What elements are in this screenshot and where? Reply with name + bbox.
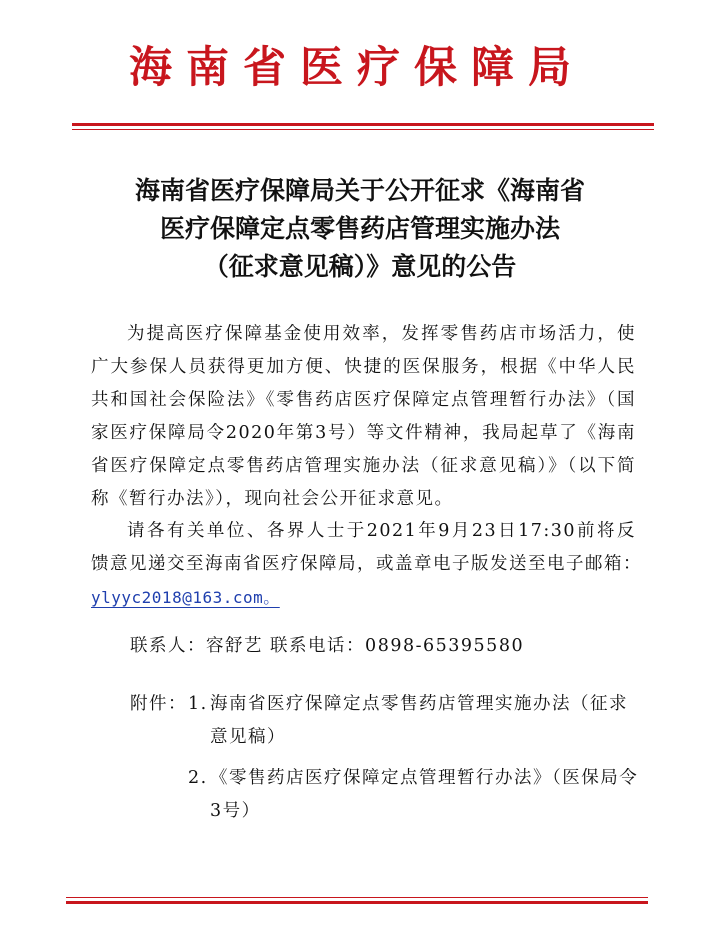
email-link[interactable]: ylyyc2018@163.com。 [91, 588, 280, 607]
body-paragraph-1 [91, 318, 636, 516]
attachments [130, 688, 640, 836]
notice-title [60, 172, 660, 286]
letterhead-org-name: 海南省医疗保障局 [129, 43, 585, 93]
letterhead-rule-thick [72, 123, 654, 126]
paragraph-line: 为提高医疗保障基金使用效率，发挥零售药店市场活力，使 [127, 324, 636, 344]
attachment-title: 海南省医疗保障定点零售药店管理实施办法（征求意见稿） [210, 694, 628, 747]
attachment-number: 2. [188, 768, 208, 788]
notice-title-line: （征求意见稿）》意见的公告 [203, 252, 517, 281]
paragraph-line: 称《暂行办法》），现向社会公开征求意见。 [91, 489, 454, 509]
footer-rule-thick [66, 901, 648, 904]
paragraph-line: 馈意见递交至海南省医疗保障局，或盖章电子版发送至电子邮箱： [91, 554, 642, 574]
attachment-number: 1. [188, 694, 208, 714]
paragraph-line: 共和国社会保险法》《零售药店医疗保障定点管理暂行办法》（国 [91, 390, 636, 410]
body-paragraph-2 [91, 515, 642, 615]
paragraph-line: 省医疗保障定点零售药店管理实施办法（征求意见稿）》（以下简 [91, 456, 636, 476]
paragraph-line: 请各有关单位、各界人士于2021年9月23日17:30前将反 [127, 521, 636, 541]
attachment-item [188, 688, 640, 754]
contact-info: 联系人：容舒艺 联系电话：0898-65395580 [130, 636, 525, 656]
footer-rule-thin [66, 897, 648, 898]
attachment-title: 《零售药店医疗保障定点管理暂行办法》（医保局令3号） [210, 768, 639, 821]
notice-title-line: 医疗保障定点零售药店管理实施办法 [159, 214, 560, 243]
letterhead-rule-thin [72, 129, 654, 130]
notice-title-line: 海南省医疗保障局关于公开征求《海南省 [134, 176, 585, 205]
email-line [91, 581, 636, 615]
attachments-label: 附件： [130, 694, 187, 714]
paragraph-line: 家医疗保障局令2020年第3号）等文件精神，我局起草了《海南 [91, 423, 636, 443]
paragraph-line: 广大参保人员获得更加方便、快捷的医保服务，根据《中华人民 [91, 357, 636, 377]
attachment-item [188, 762, 640, 828]
attachments-list [188, 688, 640, 836]
